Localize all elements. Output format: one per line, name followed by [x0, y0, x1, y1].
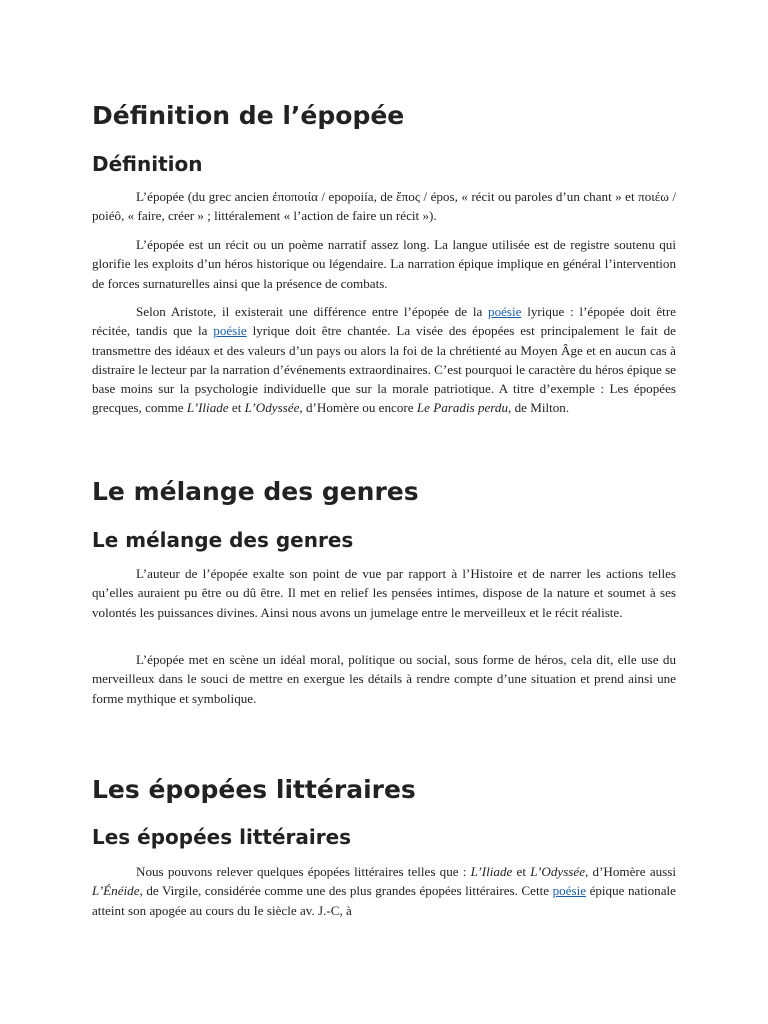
paragraph-definition-2: L’épopée est un récit ou un poème narratif assez long. La langue utilisée est de registre soutenu qui glorifie les exploits d’un héros historique ou légendaire. La narration épique implique en général l’intervention de forces surnaturelles ainsi que la présence de combats. [92, 237, 676, 291]
section-title-definition-epopee: Définition de l’épopée [92, 101, 405, 130]
paragraph-melange-1: L’auteur de l’épopée exalte son point de vue par rapport à l’Histoire et de narrer les actions telles qu’elles auraient pu être ou dû être. Il met en relief les pensées intimes, dispose de la nature et soumet à ses volontés les puissances divines. Ainsi nous avons un jumelage entre le merveilleux et le récit réaliste. [92, 566, 676, 620]
section-title-epopees-litteraires: Les épopées littéraires [92, 775, 416, 804]
subsection-title-melange-genres: Le mélange des genres [92, 528, 354, 552]
poesie-link[interactable]: poésie [213, 323, 247, 339]
poesie-link[interactable]: poésie [488, 304, 522, 319]
poesie-link[interactable]: poésie [552, 883, 587, 899]
paragraph-melange-2: L’épopée met en scène un idéal moral, politique ou social, sous forme de héros, cela dit, elle use du merveilleux dans le souci de mettre en exergue les détails à rendre compte d’une situation et prend ainsi une forme mythique et symbolique. [92, 652, 676, 706]
subsection-title-definition: Définition [92, 152, 203, 176]
paragraph-epopees-1: Nous pouvons relever quelques épopées littéraires telles que : L’Iliade et L’Odyssée, d’Homère aussi L’Énéide, de Virgile, considérée comme une des plus grandes épopées littéraires. Cette poésie épique nationale atteint son apogée au cours du Ie siècle av. J.-C, à [92, 864, 677, 918]
subsection-title-epopees-litteraires: Les épopées littéraires [92, 825, 352, 849]
paragraph-definition-3: Selon Aristote, il existerait une différence entre l’épopée de la poésie lyrique : l’épopée doit être récitée, tandis que la poésie lyrique doit être chantée. La visée des épopées est principalement le fait de transmettre des idéaux et des valeurs d’un pays ou alors la foi de la chrétienté au Moyen Âge et en aucun cas à distraire le lecteur par la narration d’événements extraordinaires. C’est pourquoi le caractère du héros épique se base moins sur la psychologie individuelle que sur la morale patriotique. A titre d’exemple : Les épopées grecques, comme L’Iliade et L’Odyssée, d’Homère ou encore Le Paradis perdu, de Milton. [92, 304, 676, 416]
section-title-melange-genres: Le mélange des genres [92, 477, 419, 506]
paragraph-definition-1: L’épopée (du grec ancien ἐποποιία / epopoiía, de ἔπος / épos, « récit ou paroles d’un chant » et ποιέω / poiéô, « faire, créer » ; littéralement « l’action de faire un récit »). [92, 189, 676, 224]
